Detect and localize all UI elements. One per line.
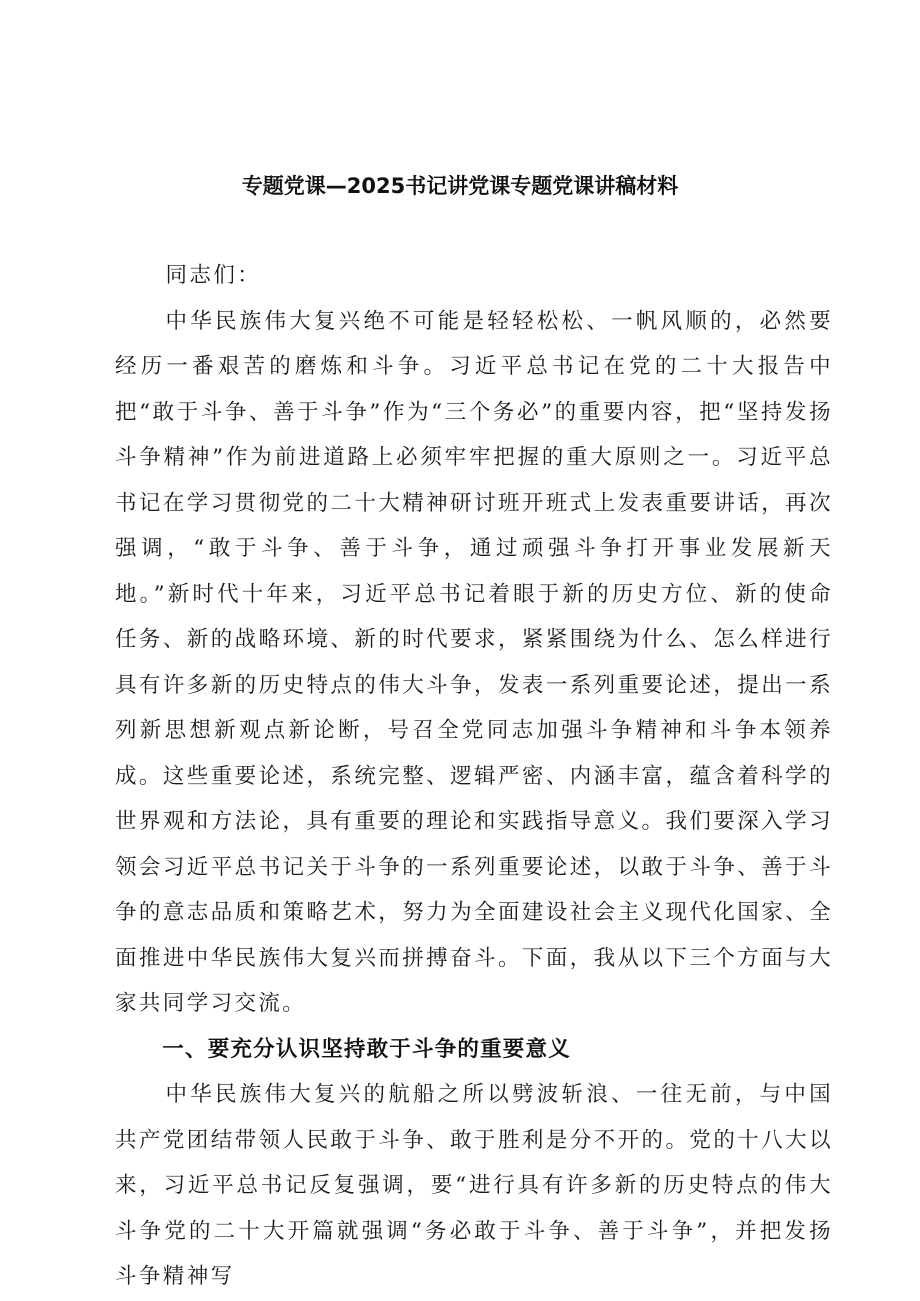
section-1-paragraph: 中华民族伟大复兴的航船之所以劈波斩浪、一往无前，与中国共产党团结带领人民敢于斗争、敢于胜利是分不开的。党的十八大以来，习近平总书记反复强调，要“进行具有许多新的历史特点的伟大斗争党的二十大开篇就强调“务必敢于斗争、善于斗争”，并把发扬斗争精神写 — [115, 1082, 833, 1289]
section-heading-1: 一、要充分认识坚持敢于斗争的重要意义 — [162, 1036, 571, 1062]
intro-paragraph: 中华民族伟大复兴绝不可能是轻轻松松、一帆风顺的，必然要经历一番艰苦的磨炼和斗争。习近平总书记在党的二十大报告中把“敢于斗争、善于斗争”作为“三个务必”的重要内容，把“坚持发扬斗争精神”作为前进道路上必须牢牢把握的重大原则之一。习近平总书记在学习贯彻党的二十大精神研讨班开班式上发表重要讲话，再次强调，“敢于斗争、善于斗争，通过顽强斗争打开事业发展新天地。”新时代十年来，习近平总书记着眼于新的历史方位、新的使命任务、新的战略环境、新的时代要求，紧紧围绕为什么、怎么样进行具有许多新的历史特点的伟大斗争，发表一系列重要论述，提出一系列新思想新观点新论断，号召全党同志加强斗争精神和斗争本领养成。这些重要论述，系统完整、逻辑严密、内涵丰富，蕴含着科学的世界观和方法论，具有重要的理论和实践指导意义。我们要深入学习领会习近平总书记关于斗争的一系列重要论述，以敢于斗争、善于斗争的意志品质和策略艺术，努力为全面建设社会主义现代化国家、全面推进中华民族伟大复兴而拼搏奋斗。下面，我从以下三个方面与大家共同学习交流。 — [115, 308, 833, 1016]
document-title: 专题党课—2025书记讲党课专题党课讲稿材料 — [241, 174, 679, 198]
document-body — [115, 253, 833, 1300]
greeting-line: 同志们： — [165, 263, 262, 288]
